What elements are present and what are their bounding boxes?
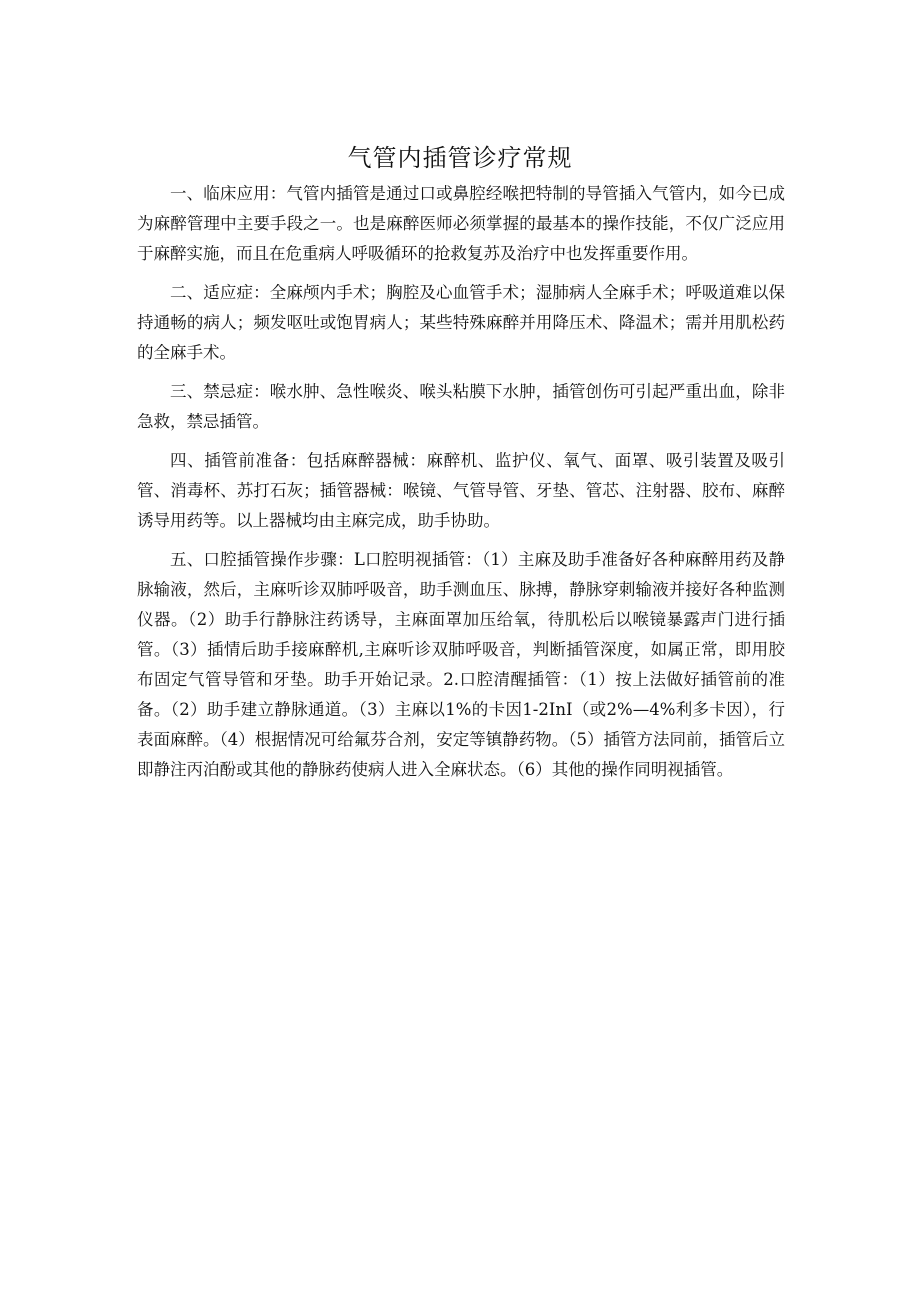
document-body xyxy=(137,179,785,794)
paragraph-procedure-steps: 五、口腔插管操作步骤：L口腔明视插管：（1）主麻及助手准备好各种麻醉用药及静脉输液，然后，主麻听诊双肺呼吸音，助手测血压、脉搏，静脉穿刺输液并接好各种监测仪器。（2）助手行静脉注药诱导，主麻面罩加压给氧，待肌松后以喉镜暴露声门进行插管。（3）插情后助手接麻醉机,主麻听诊双肺呼吸音，判断插管深度，如属正常，即用胶布固定气管导管和牙垫。助手开始记录。2.口腔清醒插管：（1）按上法做好插管前的准备。（2）助手建立静脉通道。（3）主麻以1%的卡因1-2InI（或2%—4%利多卡因），行表面麻醉。（4）根据情况可给氟芬合剂，安定等镇静药物。（5）插管方法同前，插管后立即静注丙泊酚或其他的静脉药使病人进入全麻状态。（6）其他的操作同明视插管。 xyxy=(137,550,785,779)
paragraph-contraindications: 三、禁忌症：喉水肿、急性喉炎、喉头粘膜下水肿，插管创伤可引起严重出血，除非急救，禁忌插管。 xyxy=(137,382,785,431)
paragraph-preparation: 四、插管前准备：包括麻醉器械：麻醉机、监护仪、氧气、面罩、吸引装置及吸引管、消毒杯、苏打石灰；插管器械：喉镜、气管导管、牙垫、管芯、注射器、胶布、麻醉诱导用药等。以上器械均由主麻完成，助手协助。 xyxy=(137,451,785,530)
paragraph-clinical-application: 一、临床应用：气管内插管是通过口或鼻腔经喉把特制的导管插入气管内，如今已成为麻醉管理中主要手段之一。也是麻醉医师必须掌握的最基本的操作技能，不仅广泛应用于麻醉实施，而且在危重病人呼吸循环的抢救复苏及治疗中也发挥重要作用。 xyxy=(137,184,785,263)
page-title: 气管内插管诊疗常规 xyxy=(347,144,573,172)
paragraph-indications: 二、适应症：全麻颅内手术；胸腔及心血管手术；湿肺病人全麻手术；呼吸道难以保持通畅的病人；频发呕吐或饱胃病人；某些特殊麻醉并用降压术、降温术；需并用肌松药的全麻手术。 xyxy=(137,283,785,362)
